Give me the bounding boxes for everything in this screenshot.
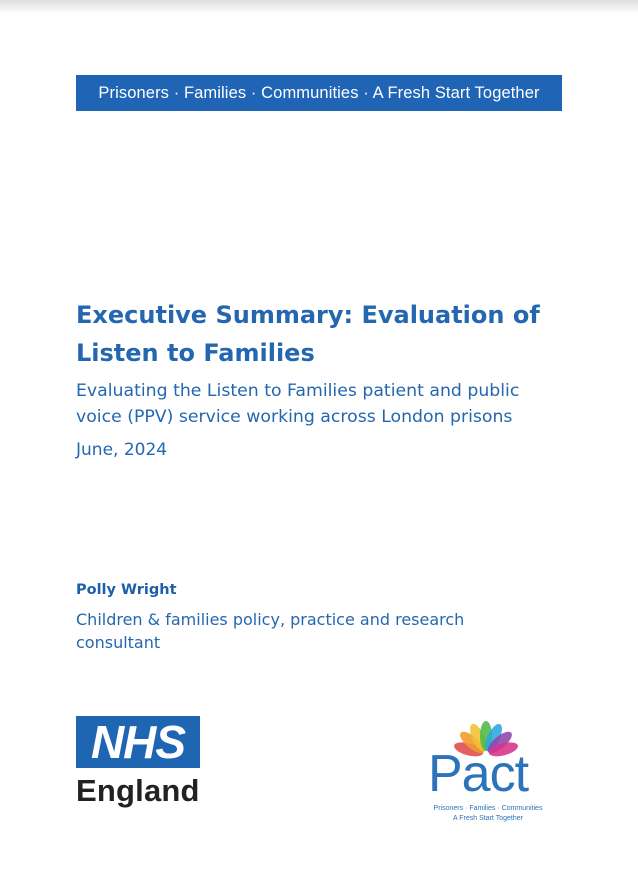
nhs-region-text: England [76, 773, 200, 808]
page-top-shadow [0, 0, 638, 14]
title-line-1: Executive Summary: Evaluation of [76, 301, 540, 329]
author-name: Polly Wright [76, 582, 177, 598]
author-role-line-1: Children & families policy, practice and research [76, 610, 465, 629]
author-role-line-2: consultant [76, 633, 161, 652]
subtitle-line-2: voice (PPV) service working across London prisons [76, 407, 513, 427]
subtitle-line-1: Evaluating the Listen to Families patient and public [76, 381, 520, 401]
pact-wordmark: Pact [428, 745, 529, 803]
author-role [76, 608, 516, 654]
pact-tagline-line-1: Prisoners · Families · Communities [433, 805, 543, 812]
publication-date: June, 2024 [76, 440, 168, 460]
pact-tagline-line-2: A Fresh Start Together [453, 815, 523, 822]
title-line-2: Listen to Families [76, 339, 315, 367]
header-banner [76, 75, 562, 111]
pact-logo [416, 716, 560, 828]
banner-text: Prisoners · Families · Communities · A Fresh Start Together [98, 83, 540, 102]
nhs-badge [76, 716, 200, 768]
nhs-badge-text: NHS [90, 716, 186, 768]
nhs-england-logo [76, 716, 204, 808]
document-subtitle [76, 378, 576, 430]
document-title [76, 296, 576, 372]
